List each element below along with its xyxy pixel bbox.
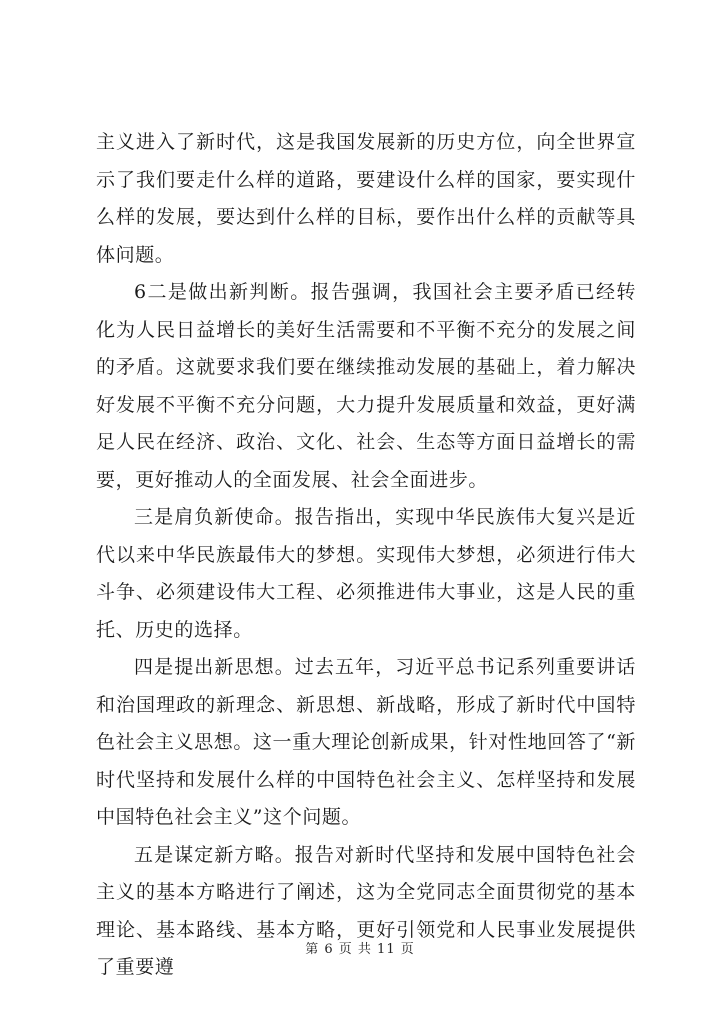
paragraph-new-mission: 三是肩负新使命。报告指出，实现中华民族伟大复兴是近代以来中华民族最伟大的梦想。实现伟大梦想，必须进行伟大斗争、必须建设伟大工程、必须推进伟大事业，这是人民的重托、历史的选择。 (96, 506, 636, 641)
paragraph-continuation: 主义进入了新时代，这是我国发展新的历史方位，向全世界宣示了我们要走什么样的道路，要建设什么样的国家，要实现什么样的发展，要达到什么样的目标，要作出什么样的贡献等具体问题。 (96, 131, 636, 266)
page-number: 第 6 页 共 11 页 (305, 942, 415, 957)
paragraph-new-judgment: 6二是做出新判断。报告强调，我国社会主要矛盾已经转化为人民日益增长的美好生活需要和不平衡不充分的发展之间的矛盾。这就要求我们要在继续推动发展的基础上，着力解决好发展不平衡不充分问题，大力提升发展质量和效益，更好满足人民在经济、政治、文化、社会、生态等方面日益增长的需要，更好推动人的全面发展、社会全面进步。 (96, 281, 636, 491)
paragraph-new-thought: 四是提出新思想。过去五年，习近平总书记系列重要讲话和治国理政的新理念、新思想、新战略，形成了新时代中国特色社会主义思想。这一重大理论创新成果，针对性地回答了“新时代坚持和发展什么样的中国特色社会主义、怎样坚持和发展中国特色社会主义”这个问题。 (96, 656, 636, 828)
document-body (96, 124, 636, 987)
paragraph-new-strategy: 五是谋定新方略。报告对新时代坚持和发展中国特色社会主义的基本方略进行了阐述，这为全党同志全面贯彻党的基本理论、基本路线、基本方略，更好引领党和人民事业发展提供了重要遵 (96, 843, 636, 978)
